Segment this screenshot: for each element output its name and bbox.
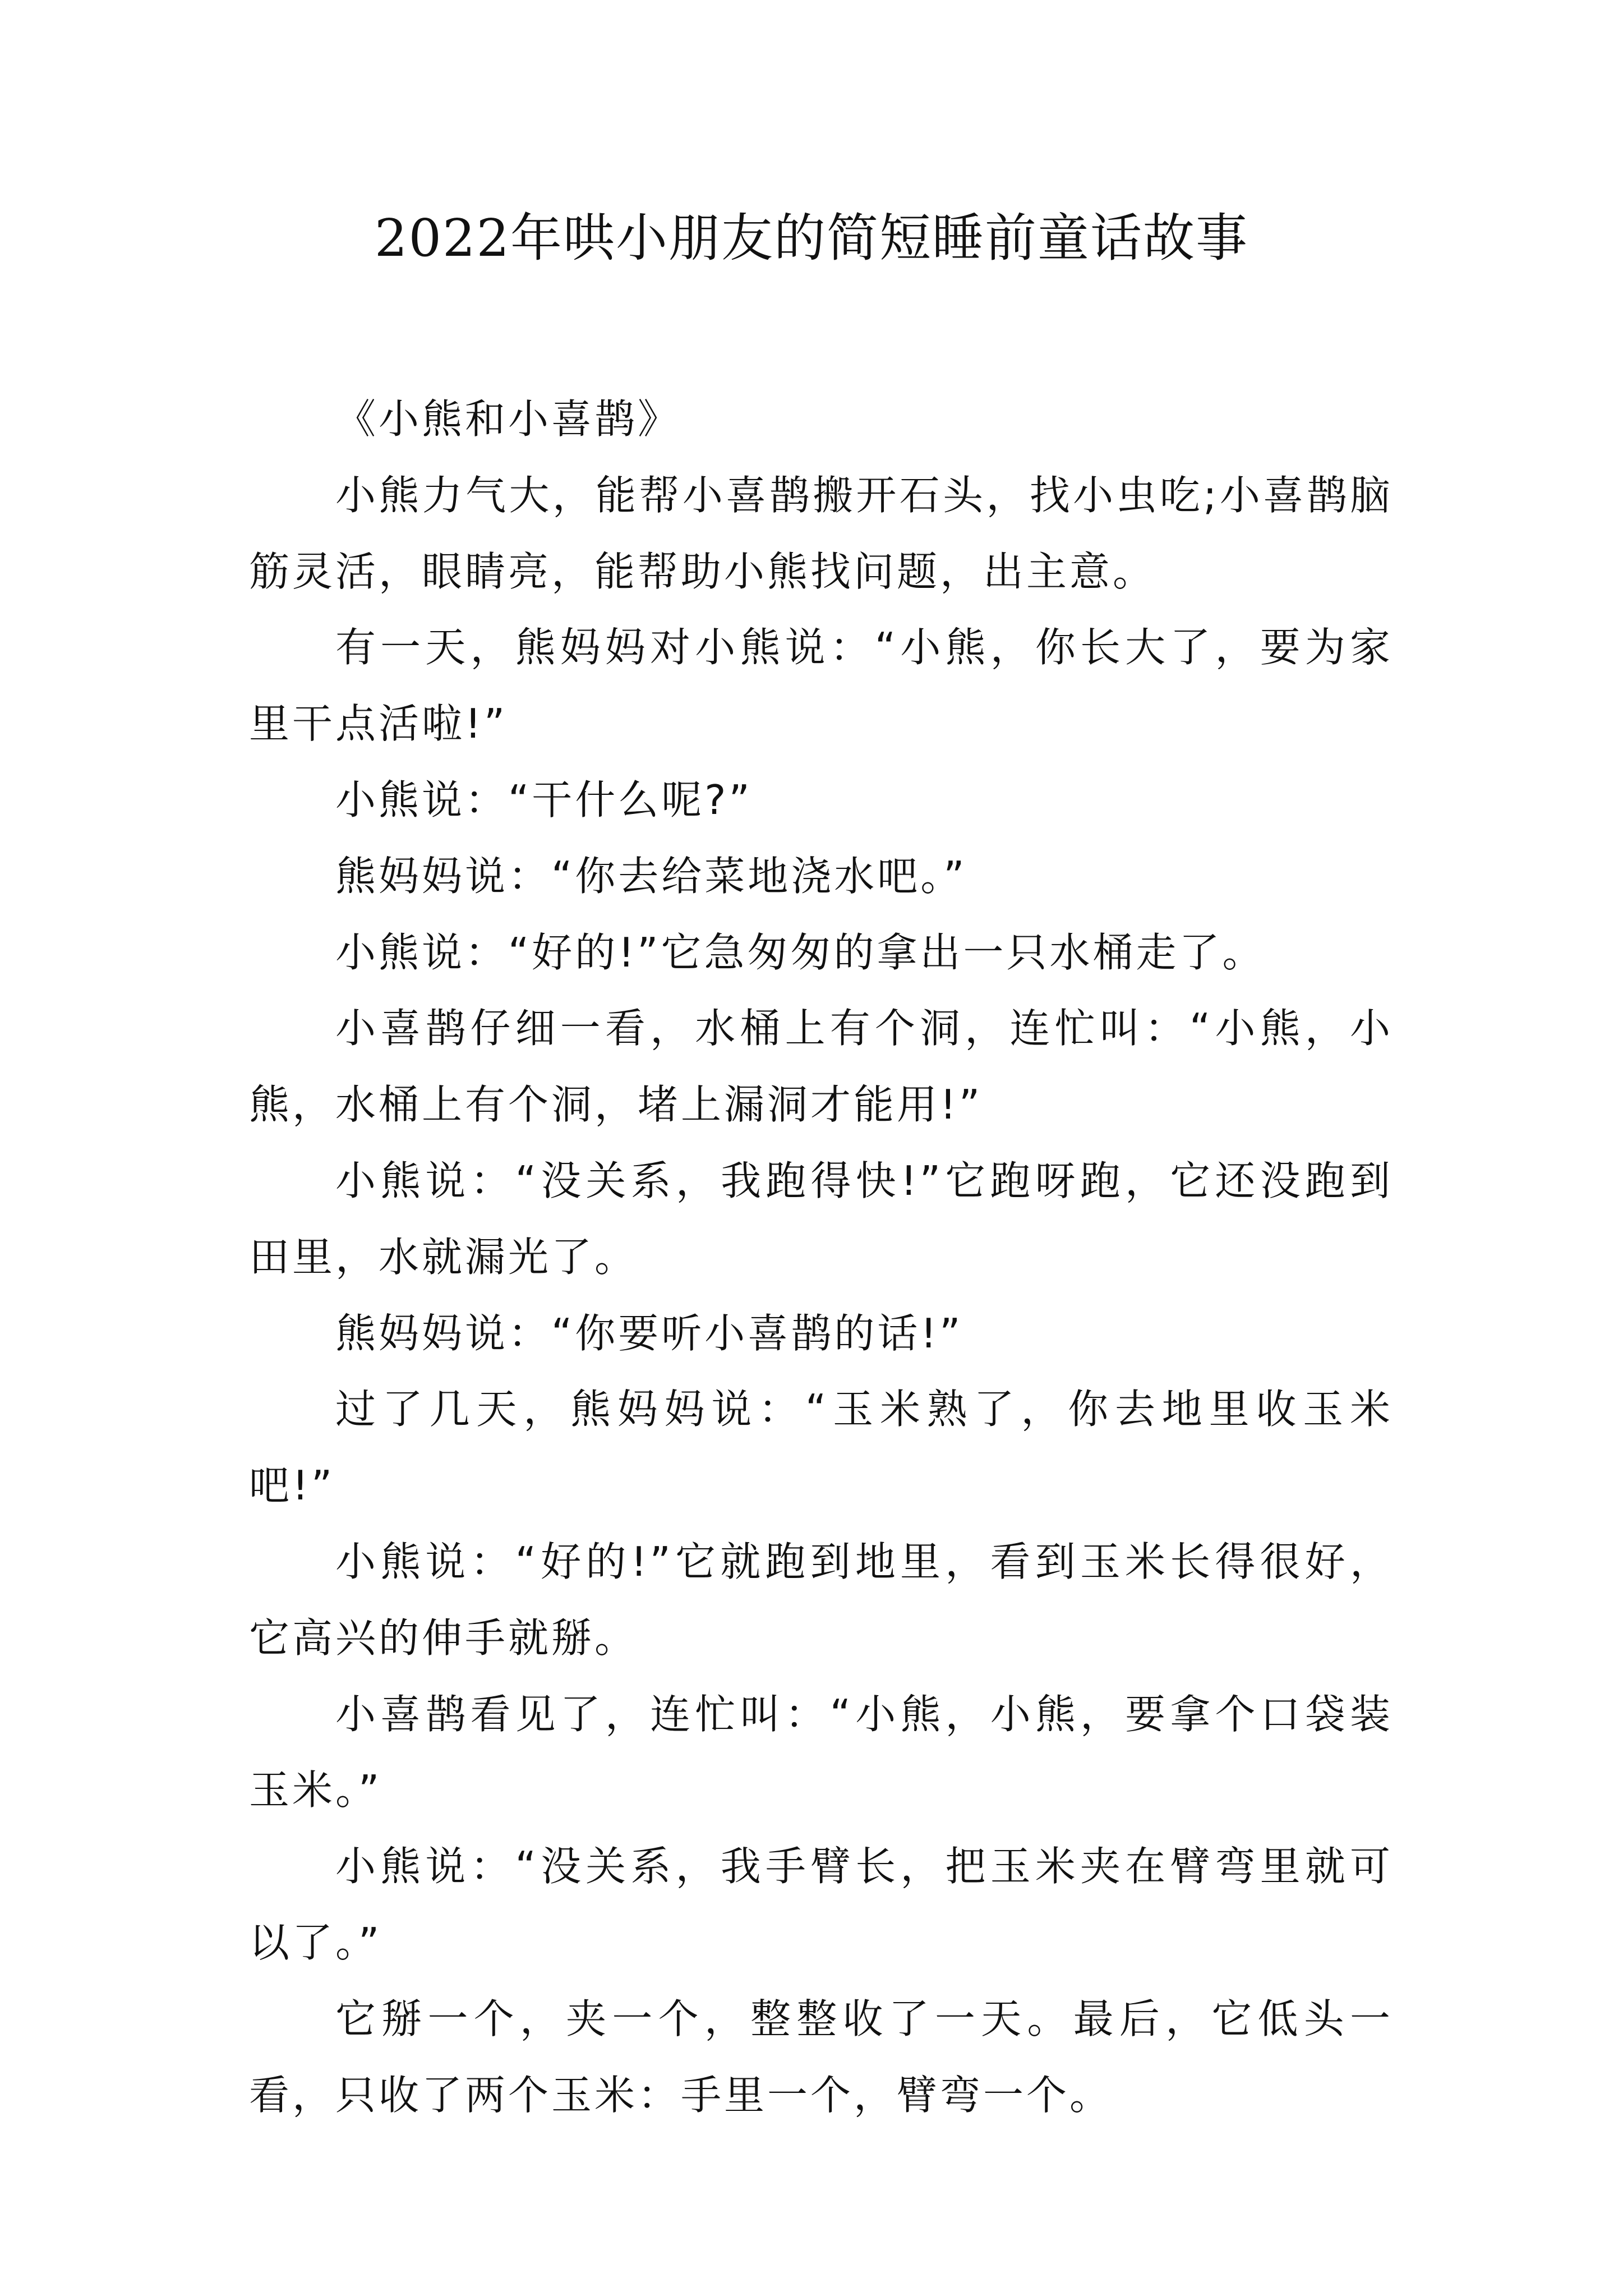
paragraph: 熊妈妈说：“你要听小喜鹊的话!”	[335, 1309, 963, 1357]
paragraph: 小熊说：“没关系，我跑得快!”它跑呀跑，它还没跑到田里，水就漏光了。	[249, 1157, 1393, 1281]
paragraph: 它掰一个，夹一个，整整收了一天。最后，它低头一看，只收了两个玉米：手里一个，臂弯一个。	[249, 1995, 1393, 2119]
paragraph: 小熊说：“好的!”它急匆匆的拿出一只水桶走了。	[335, 928, 1266, 976]
paragraph: 小熊说：“好的!”它就跑到地里，看到玉米长得很好，它高兴的伸手就掰。	[249, 1538, 1393, 1662]
document-title: 2022年哄小朋友的简短睡前童话故事	[374, 208, 1249, 268]
paragraph: 小喜鹊看见了，连忙叫：“小熊，小熊，要拿个口袋装玉米。”	[249, 1690, 1393, 1814]
paragraph: 有一天，熊妈妈对小熊说：“小熊，你长大了，要为家里干点活啦!”	[249, 624, 1393, 748]
story-heading: 《小熊和小喜鹊》	[335, 395, 681, 443]
paragraph: 小熊说：“没关系，我手臂长，把玉米夹在臂弯里就可以了。”	[249, 1843, 1393, 1966]
paragraph: 熊妈妈说：“你去给菜地浇水吧。”	[335, 852, 967, 900]
paragraph: 过了几天，熊妈妈说：“玉米熟了，你去地里收玉米吧!”	[249, 1386, 1393, 1510]
paragraph: 小熊说：“干什么呢?”	[335, 776, 753, 823]
paragraph: 小熊力气大，能帮小喜鹊搬开石头，找小虫吃;小喜鹊脑筋灵活，眼睛亮，能帮助小熊找问题，出主意。	[249, 471, 1393, 595]
document-body	[249, 381, 1393, 2133]
paragraph: 小喜鹊仔细一看，水桶上有个洞，连忙叫：“小熊，小熊，水桶上有个洞，堵上漏洞才能用!”	[249, 1005, 1393, 1129]
